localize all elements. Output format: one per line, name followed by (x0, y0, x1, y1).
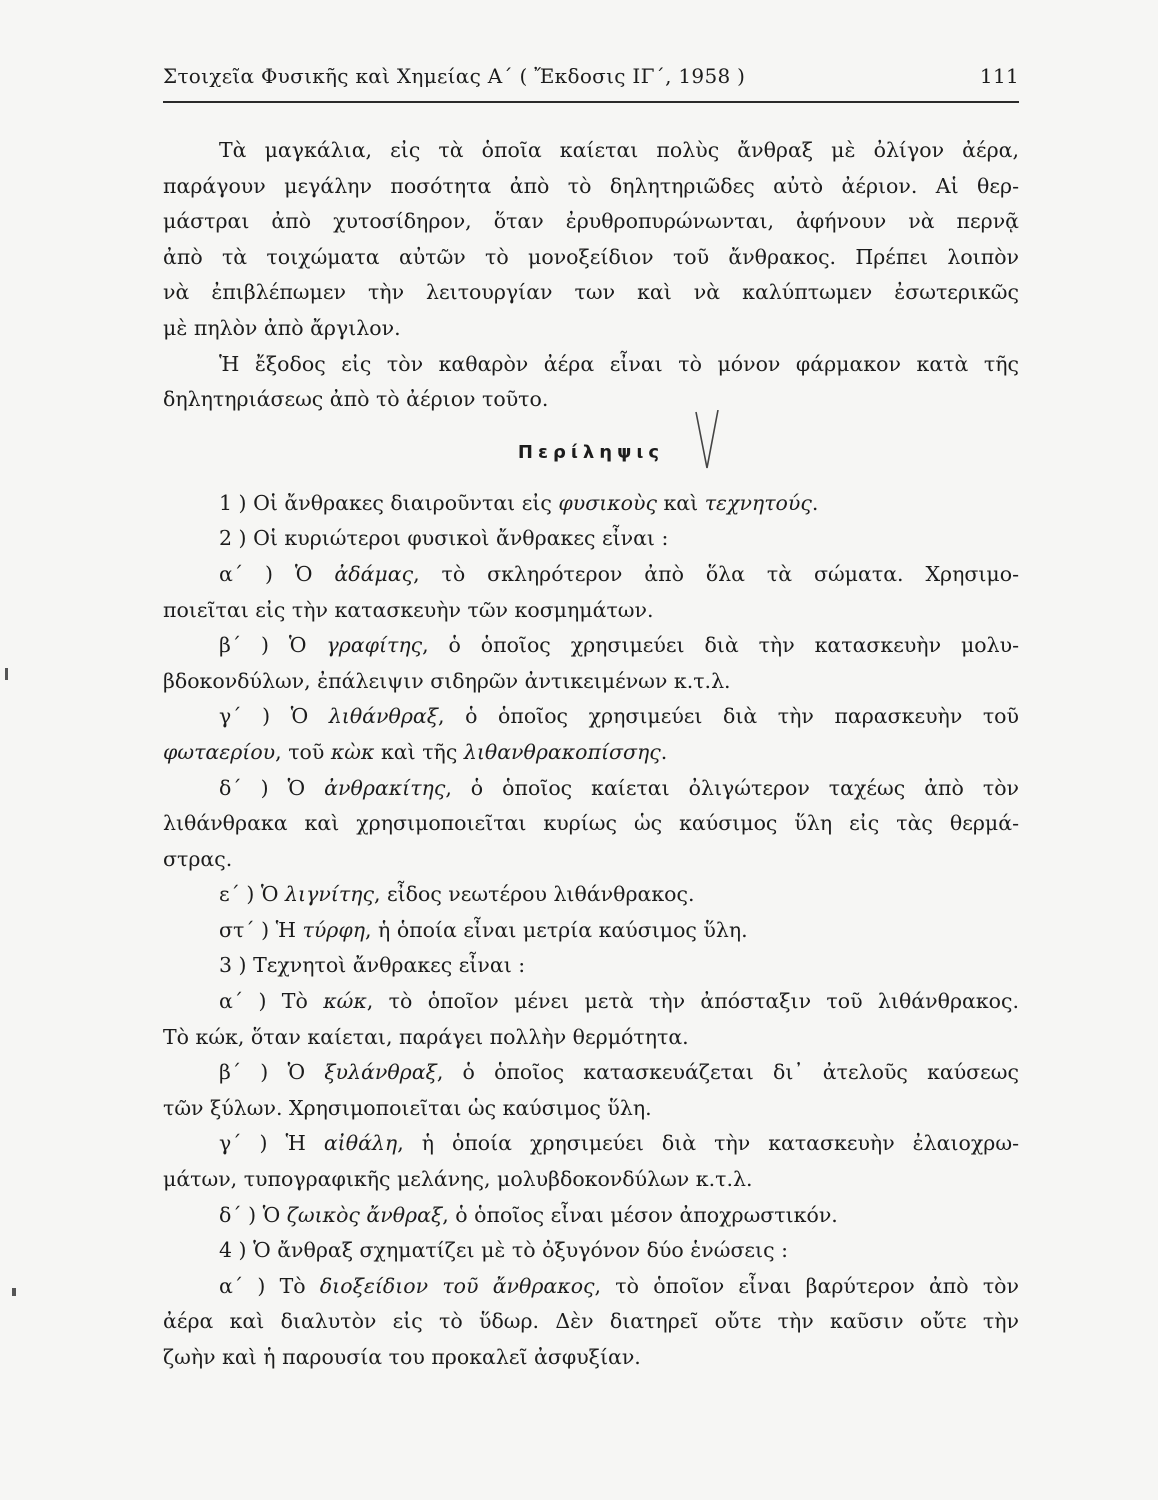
header-rule (163, 101, 1019, 103)
page-body (163, 133, 1019, 1376)
text-line: λιθάνθρακα καὶ χρησιμοποιεῖται κυρίως ὡς καύσιμος ὕλη εἰς τὰς θερμά- (163, 811, 1019, 836)
text-span: , ἡ ὁποία εἶναι μετρία καύσιμος ὕλη. (364, 917, 748, 942)
text-line: μάστραι ἀπὸ χυτοσίδηρον, ὅταν ἐρυθροπυρώνωνται, ἀφήνουν νὰ περνᾷ (163, 209, 1019, 234)
text-line: ζωὴν καὶ ἡ παρουσία του προκαλεῖ ἀσφυξίαν. (163, 1345, 641, 1369)
text-line: μὲ πηλὸν ἀπὸ ἄργιλον. (163, 315, 401, 340)
term: γραφίτης (326, 633, 423, 658)
text-span: , ὁ ὁποῖος χρησιμεύει διὰ τὴν παρασκευὴν τοῦ (438, 704, 1019, 729)
header-title: Στοιχεῖα Φυσικῆς καὶ Χημείας Α΄ ( Ἔκδοσις ΙΓ΄, 1958 ) (163, 64, 746, 88)
text-span: , ὁ ὁποῖος κατασκευάζεται δι᾽ ἀτελοῦς καύσεως (436, 1060, 1019, 1085)
text-span: καὶ τῆς (374, 739, 464, 764)
text-line: Ἡ ἔξοδος εἰς τὸν καθαρὸν ἀέρα εἶναι τὸ μόνον φάρμακον κατὰ τῆς (219, 351, 1019, 376)
text-line: βδοκονδύλων, ἐπάλειψιν σιδηρῶν ἀντικειμένων κ.τ.λ. (163, 668, 731, 693)
summary-item-1 (163, 486, 1019, 522)
summary-item-2f (163, 913, 1019, 949)
summary-item-3c (163, 1126, 1019, 1162)
text-span: , ὁ ὁποῖος χρησιμεύει διὰ τὴν κατασκευὴν μολυ- (422, 633, 1019, 658)
term: κώκ (323, 989, 367, 1014)
text-line: ἀπὸ τὰ τοιχώματα αὐτῶν τὸ μονοξείδιον τοῦ ἄνθρακος. Πρέπει λοιπὸν (163, 244, 1019, 269)
text-line: μάτων, τυπογραφικῆς μελάνης, μολυβδοκονδύλων κ.τ.λ. (163, 1167, 753, 1192)
running-header (163, 64, 1019, 88)
term: φυσικοὺς (558, 490, 657, 515)
text-line: Τὰ μαγκάλια, εἰς τὰ ὁποῖα καίεται πολὺς ἄνθραξ μὲ ὀλίγον ἀέρα, (219, 138, 1019, 162)
text-span: , εἶδος νεωτέρου λιθάνθρακος. (373, 882, 695, 907)
summary-item-2b (163, 628, 1019, 664)
term: διοξείδιον τοῦ ἄνθρακος (319, 1273, 595, 1298)
term: κὼκ (330, 739, 375, 764)
text-span: α΄ ) Τὸ (219, 1273, 320, 1298)
text-span: , τὸ ὁποῖον μένει μετὰ τὴν ἀπόσταξιν τοῦ λιθάνθρακος. (366, 989, 1019, 1014)
summary-item-2c (163, 699, 1019, 735)
text-span: γ΄ ) Ὁ (219, 704, 329, 729)
text-line: δηλητηριάσεως ἀπὸ τὸ ἀέριον τοῦτο. (163, 387, 549, 412)
text-span: . (811, 490, 819, 515)
summary-item-4: 4 ) Ὁ ἄνθραξ σχηματίζει μὲ τὸ ὀξυγόνον δύο ἑνώσεις : (219, 1238, 788, 1263)
text-span: α΄ ) Τὸ (219, 989, 324, 1014)
summary-item-2: 2 ) Οἱ κυριώτεροι φυσικοὶ ἄνθρακες εἶναι : (219, 526, 669, 551)
term: φωταερίου (163, 739, 276, 764)
text-span: 1 ) Οἱ ἄνθρακες διαιροῦνται εἰς (219, 490, 559, 515)
text-span: στ΄ ) Ἡ (219, 917, 303, 942)
text-line (163, 735, 1019, 771)
text-line: παράγουν μεγάλην ποσότητα ἀπὸ τὸ δηλητηριῶδες αὐτὸ ἀέριον. Αἱ θερ- (163, 173, 1019, 198)
text-span: ε΄ ) Ὁ (219, 882, 286, 907)
summary-heading: Περίληψις (517, 441, 665, 463)
term: λιθάνθραξ (328, 704, 439, 729)
summary-item-3: 3 ) Τεχνητοὶ ἄνθρακες εἶναι : (219, 953, 526, 978)
summary-item-3a (163, 984, 1019, 1020)
text-span: α΄ ) Ὁ (219, 561, 335, 586)
term: τύρφη (302, 917, 365, 942)
summary-item-2d (163, 771, 1019, 807)
text-span: δ΄ ) Ὁ (219, 1202, 287, 1227)
term: τεχνητούς (704, 490, 812, 515)
text-span: καὶ (656, 490, 705, 515)
summary-item-4a (163, 1269, 1019, 1305)
text-line: τῶν ξύλων. Χρησιμοποιεῖται ὡς καύσιμος ὕλη. (163, 1095, 652, 1120)
text-span: , τὸ σκληρότερον ἀπὸ ὅλα τὰ σώματα. Χρησιμο- (413, 561, 1019, 586)
term: ἀνθρακίτης (324, 775, 446, 800)
text-span: , τοῦ (275, 739, 331, 764)
term: ἀδάμας (334, 561, 414, 586)
term: ζωικὸς ἄνθραξ (286, 1202, 443, 1227)
text-span: β΄ ) Ὁ (219, 633, 327, 658)
text-line: νὰ ἐπιβλέπωμεν τὴν λειτουργίαν των καὶ νὰ καλύπτωμεν ἐσωτερικῶς (163, 280, 1019, 305)
text-line: ἀέρα καὶ διαλυτὸν εἰς τὸ ὕδωρ. Δὲν διατηρεῖ οὔτε τὴν καῦσιν οὔτε τὴν (163, 1309, 1019, 1334)
term: αἰθάλη (323, 1131, 398, 1156)
text-line: ποιεῖται εἰς τὴν κατασκευὴν τῶν κοσμημάτων. (163, 597, 654, 622)
text-span: , ὁ ὁποῖος καίεται ὀλιγώτερον ταχέως ἀπὸ τὸν (445, 775, 1019, 800)
term: λιθανθρακοπίσσης (463, 739, 661, 764)
text-span: , ὁ ὁποῖος εἶναι μέσον ἀποχρωστικόν. (442, 1202, 838, 1227)
text-span: δ΄ ) Ὁ (219, 775, 325, 800)
text-span: β΄ ) Ὁ (219, 1060, 325, 1085)
scan-speck (5, 668, 8, 680)
scan-speck (12, 1288, 16, 1296)
text-span: γ΄ ) Ἡ (219, 1131, 324, 1156)
term: λιγνίτης (285, 882, 374, 907)
text-span: , ἡ ὁποία χρησιμεύει διὰ τὴν κατασκευὴν ἐλαιοχρω- (397, 1131, 1019, 1156)
text-line: στρας. (163, 846, 233, 871)
summary-item-3d (163, 1198, 1019, 1234)
text-span: , τὸ ὁποῖον εἶναι βαρύτερον ἀπὸ τὸν (594, 1273, 1019, 1298)
summary-item-3b (163, 1055, 1019, 1091)
term: ξυλάνθραξ (324, 1060, 437, 1085)
text-span: . (660, 739, 668, 764)
summary-item-2a (163, 557, 1019, 593)
page-number: 111 (979, 64, 1019, 88)
text-line: Τὸ κώκ, ὅταν καίεται, παράγει πολλὴν θερμότητα. (163, 1024, 689, 1049)
summary-item-2e (163, 877, 1019, 913)
